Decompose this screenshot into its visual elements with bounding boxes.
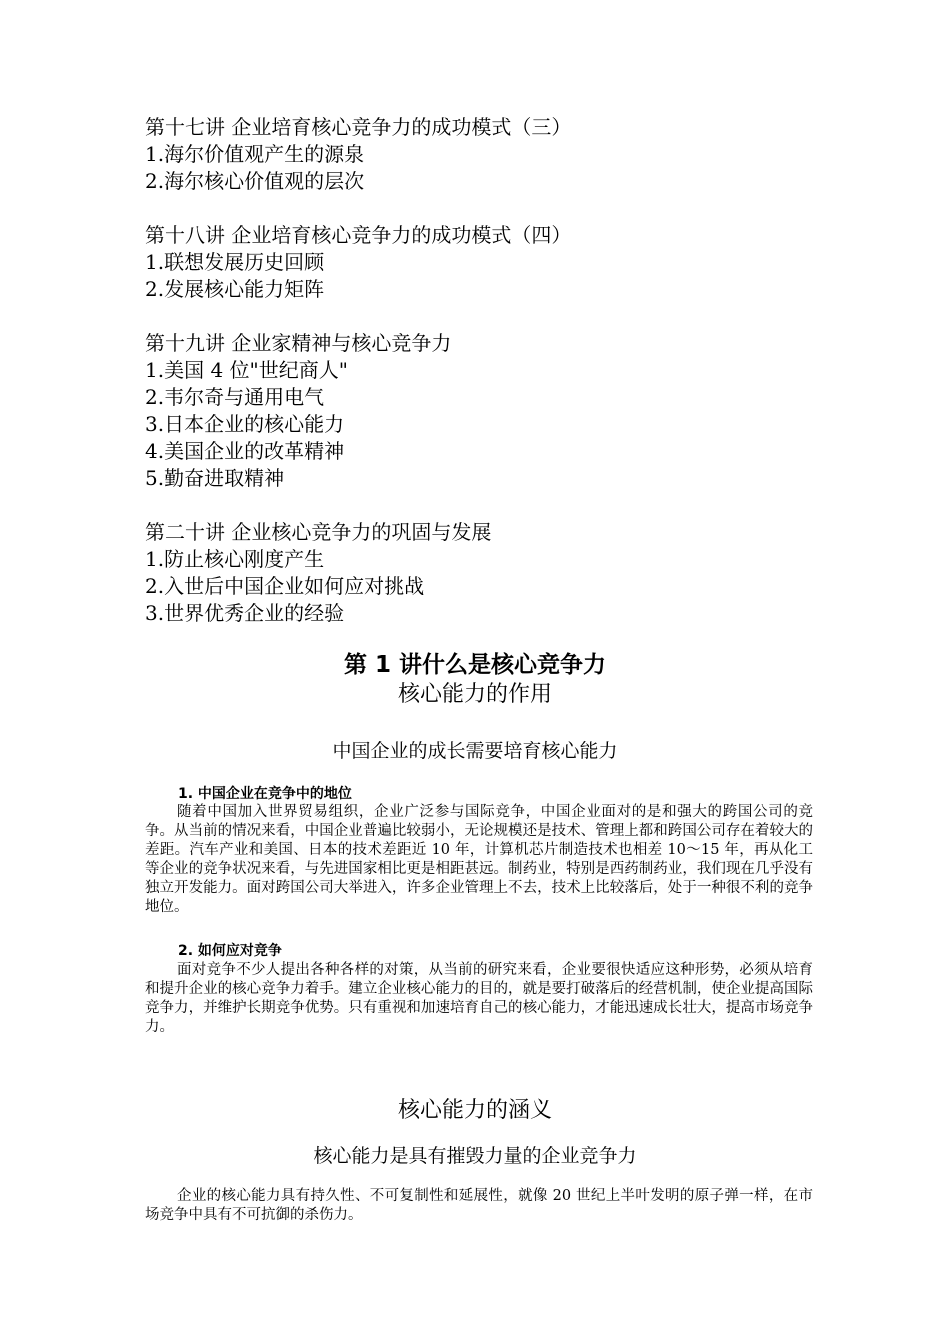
toc-item: 2.发展核心能力矩阵	[145, 277, 325, 301]
toc-item: 3.日本企业的核心能力	[145, 412, 345, 436]
section-title: 核心能力的作用	[397, 682, 552, 707]
point-heading: 1. 中国企业在竞争中的地位	[178, 786, 352, 802]
toc-item: 2.韦尔奇与通用电气	[145, 385, 325, 409]
toc-lecture-18	[145, 222, 825, 303]
toc-item: 2.海尔核心价值观的层次	[145, 169, 365, 193]
section-subtitle: 中国企业的成长需要培育核心能力	[332, 740, 618, 762]
body-paragraph: 企业的核心能力具有持久性、不可复制性和延展性，就像 20 世纪上半叶发明的原子弹一样，在市场竞争中具有不可抗御的杀伤力。	[145, 1188, 813, 1223]
toc-item: 4.美国企业的改革精神	[145, 439, 345, 463]
toc-item: 1.联想发展历史回顾	[145, 250, 325, 274]
toc-item: 1.美国 4 位"世纪商人"	[145, 358, 348, 382]
table-of-contents	[145, 114, 825, 654]
body-paragraph: 面对竞争不少人提出各种各样的对策，从当前的研究来看，企业要很快适应这种形势，必须从培育和提升企业的核心竞争力着手。建立企业核心能力的目的，就是要打破落后的经营机制，使企业提高国际竞争力，并维护长期竞争优势。只有重视和加速培育自己的核心能力，才能迅速成长壮大，提高市场竞争力。	[145, 962, 813, 1035]
point-heading: 2. 如何应对竞争	[178, 943, 282, 959]
chapter-title: 第 1 讲什么是核心竞争力	[343, 652, 607, 678]
toc-item: 3.世界优秀企业的经验	[145, 601, 345, 625]
toc-item: 2.入世后中国企业如何应对挑战	[145, 574, 425, 598]
toc-item: 5.勤奋进取精神	[145, 466, 285, 490]
body-paragraph: 随着中国加入世界贸易组织，企业广泛参与国际竞争，中国企业面对的是和强大的跨国公司的竞争。从当前的情况来看，中国企业普遍比较弱小，无论规模还是技术、管理上都和跨国公司存在着较大的差距。汽车产业和美国、日本的技术差距近 10 年，计算机芯片制造技术也相差 10～15 年，再从化工等企业的竞争状况来看，与先进国家相比更是相距甚远。制药业，特别是西药制药业，我们现在几乎没有独立开发能力。面对跨国公司大举进入，许多企业管理上不去，技术上比较落后，处于一种很不利的竞争地位。	[145, 804, 813, 915]
toc-lecture-20	[145, 519, 825, 627]
toc-lecture-17	[145, 114, 825, 195]
toc-item: 1.防止核心刚度产生	[145, 547, 325, 571]
section-subtitle: 核心能力是具有摧毁力量的企业竞争力	[313, 1145, 637, 1167]
toc-item: 1.海尔价值观产生的源泉	[145, 142, 365, 166]
toc-lecture-title: 第二十讲 企业核心竞争力的巩固与发展	[145, 520, 492, 544]
toc-lecture-title: 第十八讲 企业培育核心竞争力的成功模式（四）	[145, 223, 572, 247]
section-title: 核心能力的涵义	[397, 1098, 552, 1123]
toc-lecture-title: 第十九讲 企业家精神与核心竞争力	[145, 331, 452, 355]
toc-lecture-19	[145, 330, 825, 492]
toc-lecture-title: 第十七讲 企业培育核心竞争力的成功模式（三）	[145, 115, 572, 139]
